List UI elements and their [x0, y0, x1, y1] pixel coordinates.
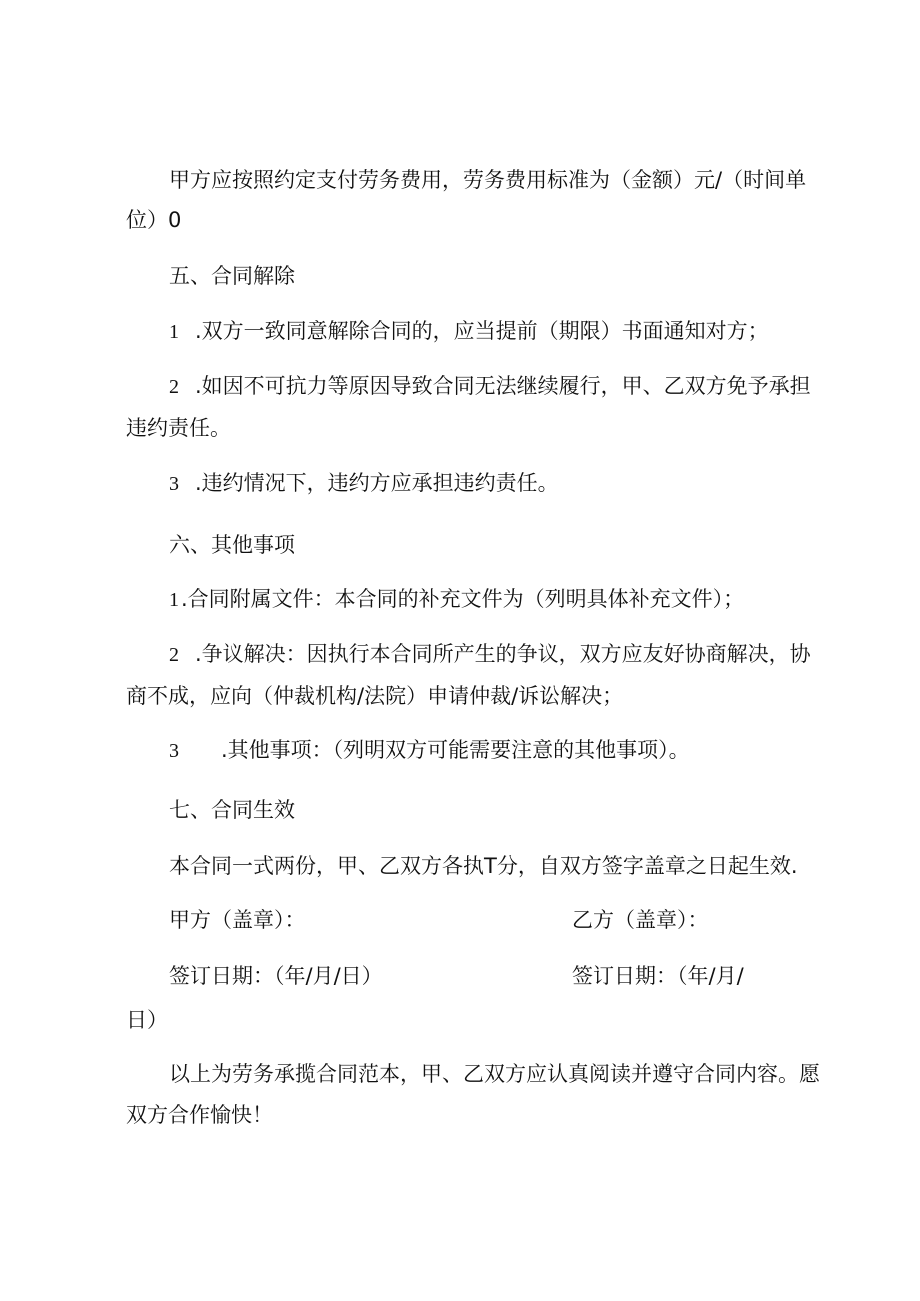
section-7-body: 本合同一式两份，甲、乙双方各执T分，自双方签字盖章之日起生效. [169, 854, 798, 878]
section-5-heading: 五、合同解除 [169, 264, 295, 288]
item-text: .其他事项：（列明双方可能需要注意的其他事项）。 [221, 738, 690, 762]
section-6-item-2-cont: 商不成，应向（仲裁机构/法院）申请仲裁/诉讼解决； [126, 684, 624, 708]
section-6-heading: 六、其他事项 [169, 533, 295, 557]
section-5-item-2-cont: 违约责任。 [126, 416, 231, 440]
item-text: .合同附属文件：本合同的补充文件为（列明具体补充文件）； [181, 587, 745, 611]
item-number: 1 [169, 321, 179, 343]
section-6-item-3 [169, 736, 849, 765]
item-text: .违约情况下，违约方应承担违约责任。 [195, 471, 559, 495]
party-a-sign-date: 签订日期：（年/月/日） [169, 964, 383, 988]
item-number: 3 [169, 740, 179, 762]
section-5-item-2 [169, 372, 849, 401]
closing-line-2: 双方合作愉快！ [126, 1103, 273, 1127]
section-5-item-1 [169, 317, 849, 346]
party-a-seal: 甲方（盖章）： [169, 908, 306, 932]
closing-line-1: 以上为劳务承揽合同范本，甲、乙双方应认真阅读并遵守合同内容。愿 [169, 1062, 820, 1086]
payment-line-1: 甲方应按照约定支付劳务费用，劳务费用标准为（金额）元/（时间单 [169, 168, 807, 192]
section-6-item-1 [169, 585, 849, 614]
item-number: 2 [169, 644, 179, 666]
item-number: 2 [169, 376, 179, 398]
item-text: .如因不可抗力等原因导致合同无法继续履行，甲、乙双方免予承担 [195, 374, 811, 398]
section-5-item-3 [169, 469, 849, 498]
section-6-item-2 [169, 640, 849, 669]
item-text: .双方一致同意解除合同的，应当提前（期限）书面通知对方； [195, 319, 769, 343]
section-7-heading: 七、合同生效 [169, 798, 295, 822]
item-number: 1 [169, 589, 179, 611]
payment-line-2: 位）0 [126, 208, 182, 232]
item-number: 3 [169, 473, 179, 495]
party-b-sign-date: 签订日期：（年/月/ [572, 964, 744, 988]
item-text: .争议解决：因执行本合同所产生的争议，双方应友好协商解决，协 [195, 642, 811, 666]
party-b-sign-date-cont: 日） [126, 1008, 168, 1032]
party-b-seal: 乙方（盖章）： [572, 908, 709, 932]
